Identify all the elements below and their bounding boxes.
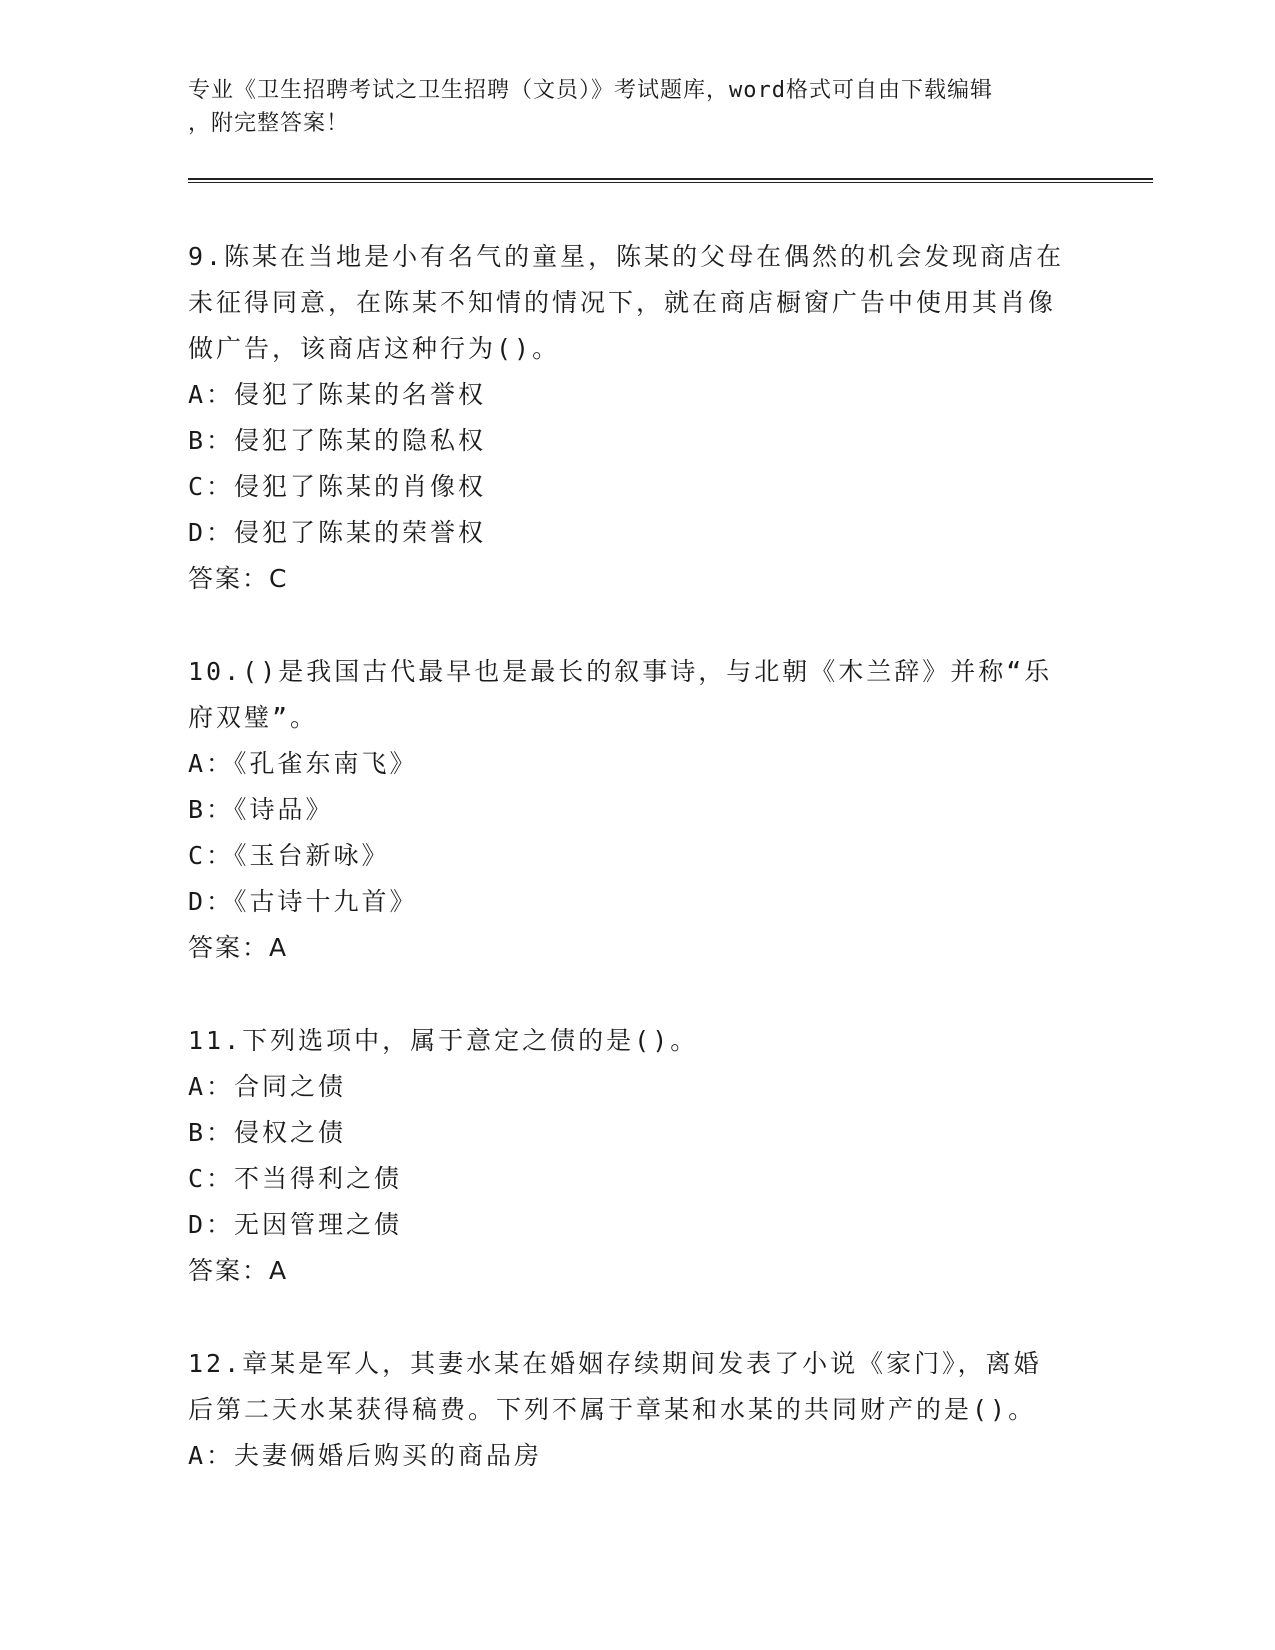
option-d: D：侵犯了陈某的荣誉权 xyxy=(188,518,487,547)
question-10 xyxy=(188,649,1068,971)
document-header xyxy=(188,74,1068,140)
question-stem: 11.下列选项中，属于意定之债的是()。 xyxy=(188,1026,699,1055)
option-c: C：《玉台新咏》 xyxy=(188,841,390,870)
option-d: D：《古诗十九首》 xyxy=(188,887,418,916)
option-a: A：《孔雀东南飞》 xyxy=(188,749,418,778)
option-a: A：夫妻俩婚后购买的商品房 xyxy=(188,1441,543,1470)
question-stem: 10.()是我国古代最早也是最长的叙事诗，与北朝《木兰辞》并称“乐府双璧”。 xyxy=(188,657,1053,732)
option-c: C：不当得利之债 xyxy=(188,1164,403,1193)
option-c: C：侵犯了陈某的肖像权 xyxy=(188,472,487,501)
answer-line: 答案：A xyxy=(188,933,289,962)
question-11 xyxy=(188,1018,1068,1294)
option-b: B：侵犯了陈某的隐私权 xyxy=(188,426,487,455)
header-line-2: ，附完整答案！ xyxy=(188,111,350,136)
question-12 xyxy=(188,1341,1068,1479)
option-a: A：合同之债 xyxy=(188,1072,347,1101)
option-d: D：无因管理之债 xyxy=(188,1210,403,1239)
option-b: B：侵权之债 xyxy=(188,1118,347,1147)
answer-line: 答案：C xyxy=(188,564,289,593)
question-stem: 9.陈某在当地是小有名气的童星，陈某的父母在偶然的机会发现商店在未征得同意，在陈某不知情的情况下，就在商店橱窗广告中使用其肖像做广告，该商店这种行为()。 xyxy=(188,242,1065,363)
option-b: B：《诗品》 xyxy=(188,795,334,824)
answer-line: 答案：A xyxy=(188,1256,289,1285)
header-divider xyxy=(188,178,1153,183)
question-stem: 12.章某是军人，其妻水某在婚姻存续期间发表了小说《家门》，离婚后第二天水某获得稿费。下列不属于章某和水某的共同财产的是()。 xyxy=(188,1349,1042,1424)
question-9 xyxy=(188,234,1068,602)
option-a: A：侵犯了陈某的名誉权 xyxy=(188,380,487,409)
header-line-1: 专业《卫生招聘考试之卫生招聘（文员）》考试题库，word格式可自由下载编辑 xyxy=(188,78,993,103)
question-list xyxy=(188,234,1068,1526)
